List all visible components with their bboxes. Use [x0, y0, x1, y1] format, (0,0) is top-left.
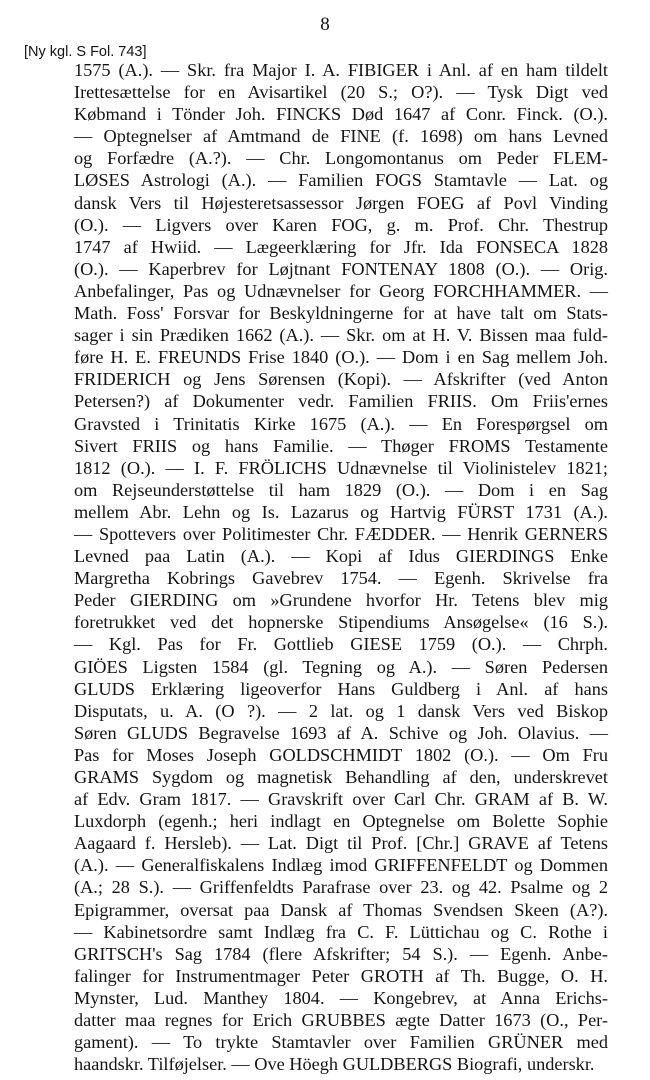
text-line: dansk Vers til Højesteretsassessor Jørgen FOEG af Povl Vinding — [74, 192, 608, 213]
text-line: Math. Foss' Forsvar for Beskyldningerne for at have talt om Stats- — [74, 303, 608, 324]
text-line: — Kabinetsordre samt Indlæg fra C. F. Lüttichau og C. Rothe i — [74, 921, 608, 942]
text-line: falinger for Instrumentmager Peter GROTH af Th. Bugge, O. H. — [74, 965, 608, 986]
text-line: Luxdorph (egenh.; heri indlagt en Optegnelse om Bolette Sophie — [74, 811, 608, 832]
text-line: datter maa regnes for Erich GRUBBES ægte Datter 1673 (O., Per- — [74, 1010, 608, 1031]
text-line: 1812 (O.). — I. F. FRÖLICHS Udnævnelse til Violinistelev 1821; — [74, 457, 608, 478]
text-line: 1747 af Hwiid. — Lægeerklæring for Jfr. Ida FONSECA 1828 — [74, 236, 608, 257]
text-line: GRITSCH's Sag 1784 (flere Afskrifter; 54 S.). — Egenh. Anbe- — [74, 943, 608, 964]
text-line: Købmand i Tönder Joh. FINCKS Død 1647 af Conr. Finck. (O.). — [74, 104, 608, 125]
text-line: Mynster, Lud. Manthey 1804. — Kongebrev, at Anna Erichs- — [74, 987, 608, 1008]
text-line: Anbefalinger, Pas og Udnævnelser for Georg FORCHHAMMER. — — [74, 280, 608, 301]
text-line: føre H. E. FREUNDS Frise 1840 (O.). — Dom i en Sag mellem Joh. — [74, 347, 608, 368]
text-line: Gravsted i Trinitatis Kirke 1675 (A.). — En Forespørgsel om — [74, 413, 608, 434]
text-line: — Optegnelser af Amtmand de FINE (f. 1698) om hans Levned — [74, 126, 608, 147]
text-line: mellem Abr. Lehn og Is. Lazarus og Hartvig FÜRST 1731 (A.). — [74, 501, 608, 522]
text-line: Peder GIERDING om »Grundene hvorfor Hr. Tetens blev mig — [74, 590, 608, 611]
text-line: af Edv. Gram 1817. — Gravskrift over Carl Chr. GRAM af B. W. — [74, 789, 608, 810]
text-line: GLUDS Erklæring ligeoverfor Hans Guldberg i Anl. af hans — [74, 678, 608, 699]
text-line: (A.). — Generalfiskalens Indlæg imod GRIFFENFELDT og Dommen — [74, 855, 608, 876]
text-line: — Kgl. Pas for Fr. Gottlieb GIESE 1759 (O.). — Chrph. — [74, 634, 608, 655]
text-line: sager i sin Prædiken 1662 (A.). — Skr. om at H. V. Bissen maa fuld- — [74, 325, 608, 346]
text-line: GIÖES Ligsten 1584 (gl. Tegning og A.). — Søren Pedersen — [74, 656, 608, 677]
text-line: GRAMS Sygdom og magnetisk Behandling af den, underskrevet — [74, 767, 608, 787]
page-number: 8 — [320, 14, 330, 35]
text-line: Disputats, u. A. (O ?). — 2 lat. og 1 dansk Vers ved Biskop — [74, 700, 608, 721]
text-line: 1575 (A.). — Skr. fra Major I. A. FIBIGER i Anl. af en ham tildelt — [74, 60, 608, 80]
text-line: Petersen?) af Dokumenter vedr. Familien FRIIS. Om Friis'ernes — [74, 391, 608, 412]
text-line: haandskr. Tilføjelser. — Ove Höegh GULDBERGS Biografi, underskr. — [74, 1054, 595, 1075]
text-line: Irettesættelse for en Avisartikel (20 S.; O?). — Tysk Digt ved — [74, 82, 608, 103]
text-line: om Rejseunderstøttelse til ham 1829 (O.). — Dom i en Sag — [74, 479, 608, 500]
text-line: FRIDERICH og Jens Sørensen (Kopi). — Afskrifter (ved Anton — [74, 369, 608, 390]
text-line: (O.). — Ligvers over Karen FOG, g. m. Prof. Chr. Thestrup — [74, 214, 608, 235]
body-text — [74, 59, 608, 1075]
text-line: Levned paa Latin (A.). — Kopi af Idus GIERDINGS Enke — [74, 546, 608, 567]
text-line: (O.). — Kaperbrev for Løjtnant FONTENAY 1808 (O.). — Orig. — [74, 258, 608, 279]
text-line: Pas for Moses Joseph GOLDSCHMIDT 1802 (O.). — Om Fru — [74, 744, 608, 765]
text-line: Søren GLUDS Begravelse 1693 af A. Schive og Joh. Olavius. — — [74, 722, 608, 743]
text-line: foretrukket ved det hopnerske Stipendiums Ansøgelse« (16 S.). — [74, 612, 608, 633]
text-line: Aagaard f. Hersleb). — Lat. Digt til Prof. [Chr.] GRAVE af Tetens — [74, 833, 608, 854]
text-line: Epigrammer, oversat paa Dansk af Thomas Svendsen Skeen (A?). — [74, 899, 608, 920]
shelfmark: [Ny kgl. S Fol. 743] — [24, 44, 147, 60]
text-line: og Forfædre (A.?). — Chr. Longomontanus om Peder FLEM- — [74, 148, 608, 169]
text-line: (A.; 28 S.). — Griffenfeldts Parafrase over 23. og 42. Psalme og 2 — [74, 877, 608, 898]
text-line: LØSES Astrologi (A.). — Familien FOGS Stamtavle — Lat. og — [74, 170, 608, 191]
text-line: Sivert FRIIS og hans Familie. — Thøger FROMS Testamente — [74, 435, 608, 456]
text-line: Margretha Kobrings Gavebrev 1754. — Egenh. Skrivelse fra — [74, 568, 608, 589]
text-line: gament). — To trykte Stamtavler over Familien GRÜNER med — [74, 1032, 608, 1053]
text-line: — Spottevers over Politimester Chr. FÆDDER. — Henrik GERNERS — [74, 523, 608, 544]
